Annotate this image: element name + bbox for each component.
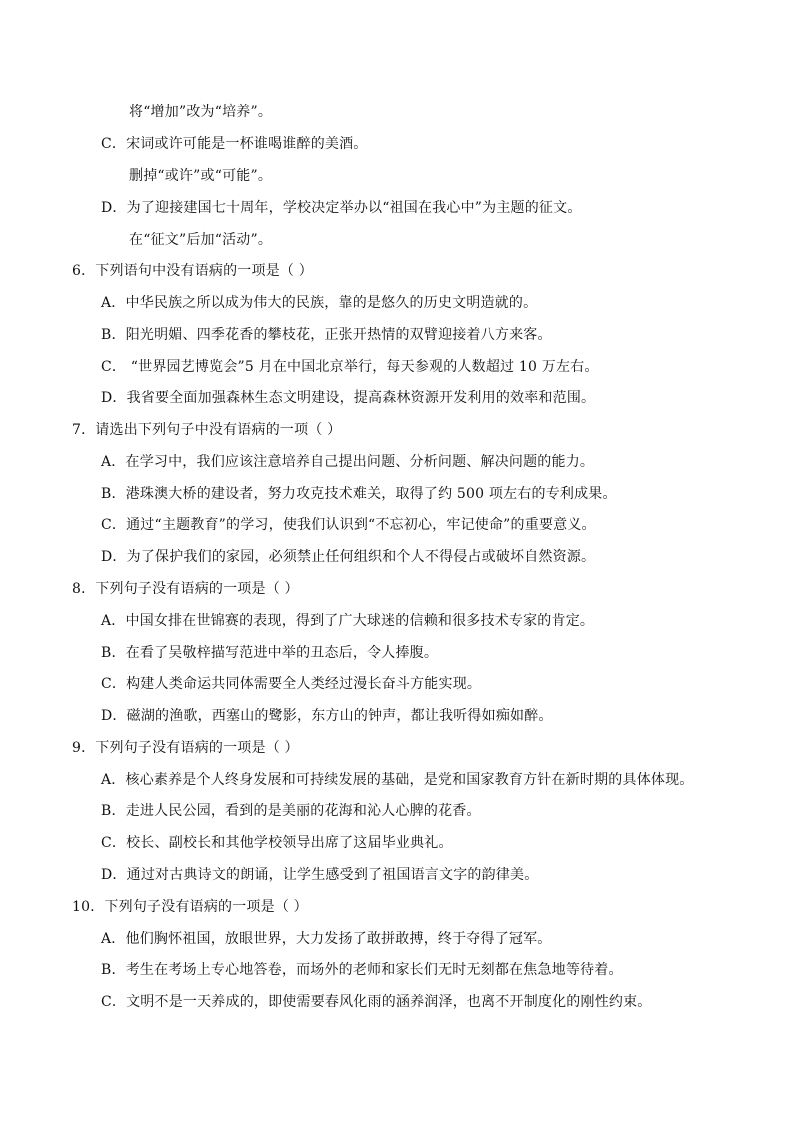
option-line: D．磁湖的渔歌，西塞山的鹭影，东方山的钟声，都让我听得如痴如醉。 xyxy=(101,708,553,724)
option-line: D．为了迎接建国七十周年，学校决定举办以“祖国在我心中”为主题的征文。 xyxy=(101,200,582,216)
question-8: 8．下列句子没有语病的一项是（ ） xyxy=(72,581,299,597)
option-line: B．港珠澳大桥的建设者，努力攻克技术难关，取得了约 500 项左右的专利成果。 xyxy=(101,486,617,502)
revision-note: 删掉“或许”或“可能”。 xyxy=(129,168,273,184)
option-line: B．走进人民公园，看到的是美丽的花海和沁人心脾的花香。 xyxy=(101,803,481,819)
option-line: D．为了保护我们的家园，必须禁止任何组织和个人不得侵占或破坏自然资源。 xyxy=(101,549,596,565)
revision-note: 将“增加”改为“培养”。 xyxy=(129,104,273,120)
option-line: C．通过“主题教育”的学习，使我们认识到“不忘初心，牢记使命”的重要意义。 xyxy=(101,517,596,533)
option-line: A．他们胸怀祖国，放眼世界，大力发扬了敢拼敢搏，终于夺得了冠军。 xyxy=(101,931,552,947)
option-line: C．校长、副校长和其他学校领导出席了这届毕业典礼。 xyxy=(101,835,453,851)
option-line: C．宋词或许可能是一杯谁喝谁醉的美酒。 xyxy=(101,136,368,152)
option-line: D．我省要全面加强森林生态文明建设，提高森林资源开发利用的效率和范围。 xyxy=(101,390,596,406)
question-9: 9．下列句子没有语病的一项是（ ） xyxy=(72,740,299,756)
revision-note: 在“征文”后加“活动”。 xyxy=(129,232,273,248)
question-7: 7．请选出下列句子中没有语病的一项（ ） xyxy=(72,422,342,438)
option-line: A．中国女排在世锦赛的表现，得到了广大球迷的信赖和很多技术专家的肯定。 xyxy=(101,613,595,629)
option-line: C． “世界园艺博览会”5 月在中国北京举行，每天参观的人数超过 10 万左右。 xyxy=(101,359,599,375)
option-line: B．在看了吴敬梓描写范进中举的丑态后，令人捧腹。 xyxy=(101,645,439,661)
option-line: D．通过对古典诗文的朗诵，让学生感受到了祖国语言文字的韵律美。 xyxy=(101,867,539,883)
question-6: 6．下列语句中没有语病的一项是（ ） xyxy=(72,263,313,279)
option-line: C．文明不是一天养成的，即使需要春风化雨的涵养润泽，也离不开制度化的刚性约束。 xyxy=(101,994,652,1010)
option-line: C．构建人类命运共同体需要全人类经过漫长奋斗方能实现。 xyxy=(101,676,482,692)
option-line: A．中华民族之所以成为伟大的民族，靠的是悠久的历史文明造就的。 xyxy=(101,295,538,311)
option-line: A．在学习中，我们应该注意培养自己提出问题、分析问题、解决问题的能力。 xyxy=(101,454,595,470)
option-line: B．阳光明媚、四季花香的攀枝花，正张开热情的双臂迎接着八方来客。 xyxy=(101,327,552,343)
question-10: 10．下列句子没有语病的一项是（ ） xyxy=(72,899,308,915)
option-line: B．考生在考场上专心地答卷，而场外的老师和家长们无时无刻都在焦急地等待着。 xyxy=(101,962,623,978)
option-line: A．核心素养是个人终身发展和可持续发展的基础，是党和国家教育方针在新时期的具体体现。 xyxy=(101,772,694,788)
